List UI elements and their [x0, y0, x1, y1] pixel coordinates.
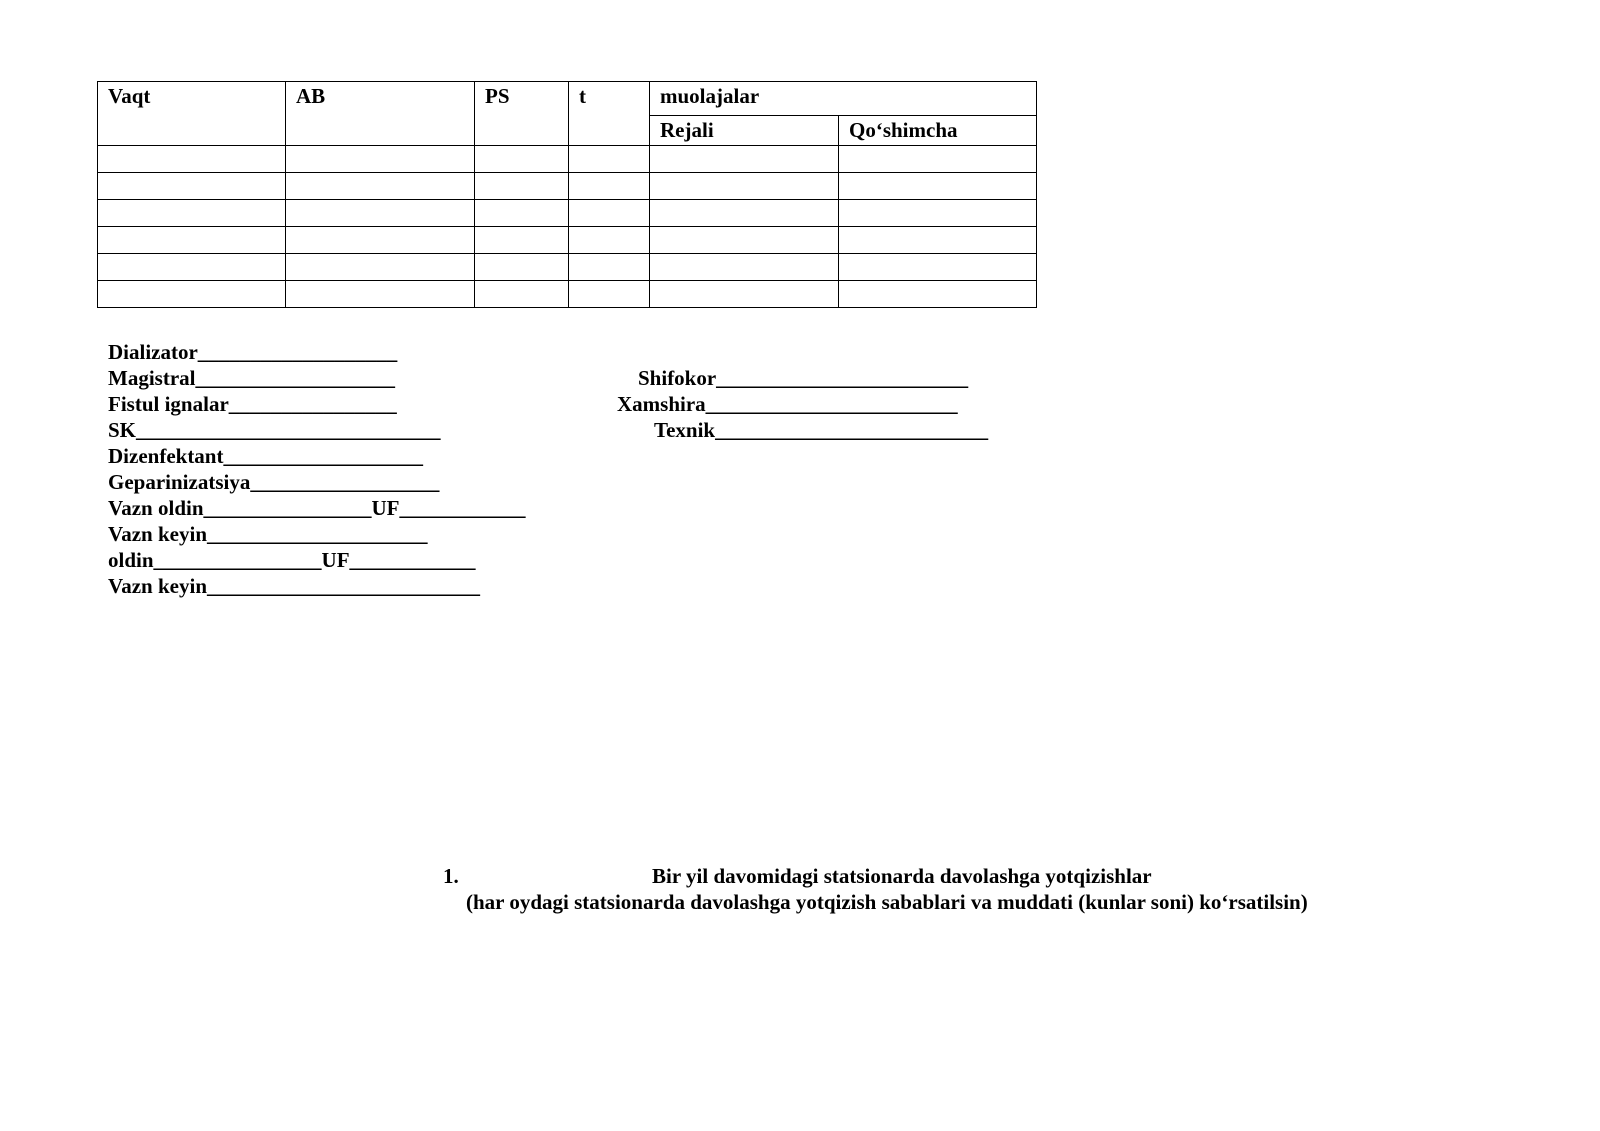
- table-cell[interactable]: [98, 254, 286, 281]
- table-row: [98, 227, 1037, 254]
- table-cell[interactable]: [286, 254, 475, 281]
- table-cell[interactable]: [475, 227, 569, 254]
- header-ps: PS: [475, 82, 569, 146]
- table-row: [98, 200, 1037, 227]
- table-cell[interactable]: [475, 200, 569, 227]
- table-cell[interactable]: [839, 281, 1037, 308]
- header-rejali: Rejali: [650, 116, 839, 146]
- vazn-keyin-field[interactable]: Vazn keyin_____________________: [108, 522, 428, 546]
- section-subtitle: (har oydagi statsionarda davolashga yotqizish sabablari va muddati (kunlar soni) ko‘rsatilsin): [466, 890, 1308, 914]
- table-cell[interactable]: [98, 173, 286, 200]
- table-cell[interactable]: [475, 146, 569, 173]
- table-row: [98, 173, 1037, 200]
- table-cell[interactable]: [98, 227, 286, 254]
- table-cell[interactable]: [650, 254, 839, 281]
- shifokor-field[interactable]: Shifokor________________________: [638, 366, 969, 390]
- dialysis-table: [97, 81, 1037, 308]
- magistral-field[interactable]: Magistral___________________: [108, 366, 395, 390]
- table-cell[interactable]: [98, 200, 286, 227]
- table-cell[interactable]: [98, 146, 286, 173]
- table-cell[interactable]: [286, 146, 475, 173]
- table-cell[interactable]: [98, 281, 286, 308]
- table-cell[interactable]: [475, 173, 569, 200]
- table-cell[interactable]: [839, 173, 1037, 200]
- table-cell[interactable]: [839, 200, 1037, 227]
- table-cell[interactable]: [569, 281, 650, 308]
- table-cell[interactable]: [286, 200, 475, 227]
- fistul-ignalar-field[interactable]: Fistul ignalar________________: [108, 392, 397, 416]
- vazn-oldin-uf-field[interactable]: Vazn oldin________________UF____________: [108, 496, 526, 520]
- header-t: t: [569, 82, 650, 146]
- section-number: 1.: [443, 864, 459, 888]
- sk-field[interactable]: SK_____________________________: [108, 418, 441, 442]
- header-qoshimcha: Qo‘shimcha: [839, 116, 1037, 146]
- table-cell[interactable]: [569, 254, 650, 281]
- table-cell[interactable]: [650, 227, 839, 254]
- table-cell[interactable]: [650, 173, 839, 200]
- table-cell[interactable]: [286, 173, 475, 200]
- table-cell[interactable]: [569, 173, 650, 200]
- table-cell[interactable]: [569, 146, 650, 173]
- dizenfektant-field[interactable]: Dizenfektant___________________: [108, 444, 423, 468]
- table-cell[interactable]: [839, 254, 1037, 281]
- header-muolajalar: muolajalar: [650, 82, 1037, 116]
- table-cell[interactable]: [475, 281, 569, 308]
- table-cell[interactable]: [475, 254, 569, 281]
- table-cell[interactable]: [839, 146, 1037, 173]
- table-cell[interactable]: [286, 281, 475, 308]
- dializator-field[interactable]: Dializator___________________: [108, 340, 398, 364]
- table-cell[interactable]: [650, 146, 839, 173]
- geparinizatsiya-field[interactable]: Geparinizatsiya__________________: [108, 470, 440, 494]
- table-header-row: [98, 82, 1037, 116]
- table-cell[interactable]: [839, 227, 1037, 254]
- header-vaqt: Vaqt: [98, 82, 286, 146]
- oldin-uf-field[interactable]: oldin________________UF____________: [108, 548, 476, 572]
- table-cell[interactable]: [569, 227, 650, 254]
- header-ab: AB: [286, 82, 475, 146]
- table-cell[interactable]: [569, 200, 650, 227]
- xamshira-field[interactable]: Xamshira________________________: [617, 392, 958, 416]
- vazn-keyin-field-2[interactable]: Vazn keyin__________________________: [108, 574, 481, 598]
- table-row: [98, 281, 1037, 308]
- table-cell[interactable]: [286, 227, 475, 254]
- table-row: [98, 254, 1037, 281]
- section-title: Bir yil davomidagi statsionarda davolashga yotqizishlar: [652, 864, 1152, 888]
- table-cell[interactable]: [650, 281, 839, 308]
- table-cell[interactable]: [650, 200, 839, 227]
- table-row: [98, 146, 1037, 173]
- texnik-field[interactable]: Texnik__________________________: [654, 418, 989, 442]
